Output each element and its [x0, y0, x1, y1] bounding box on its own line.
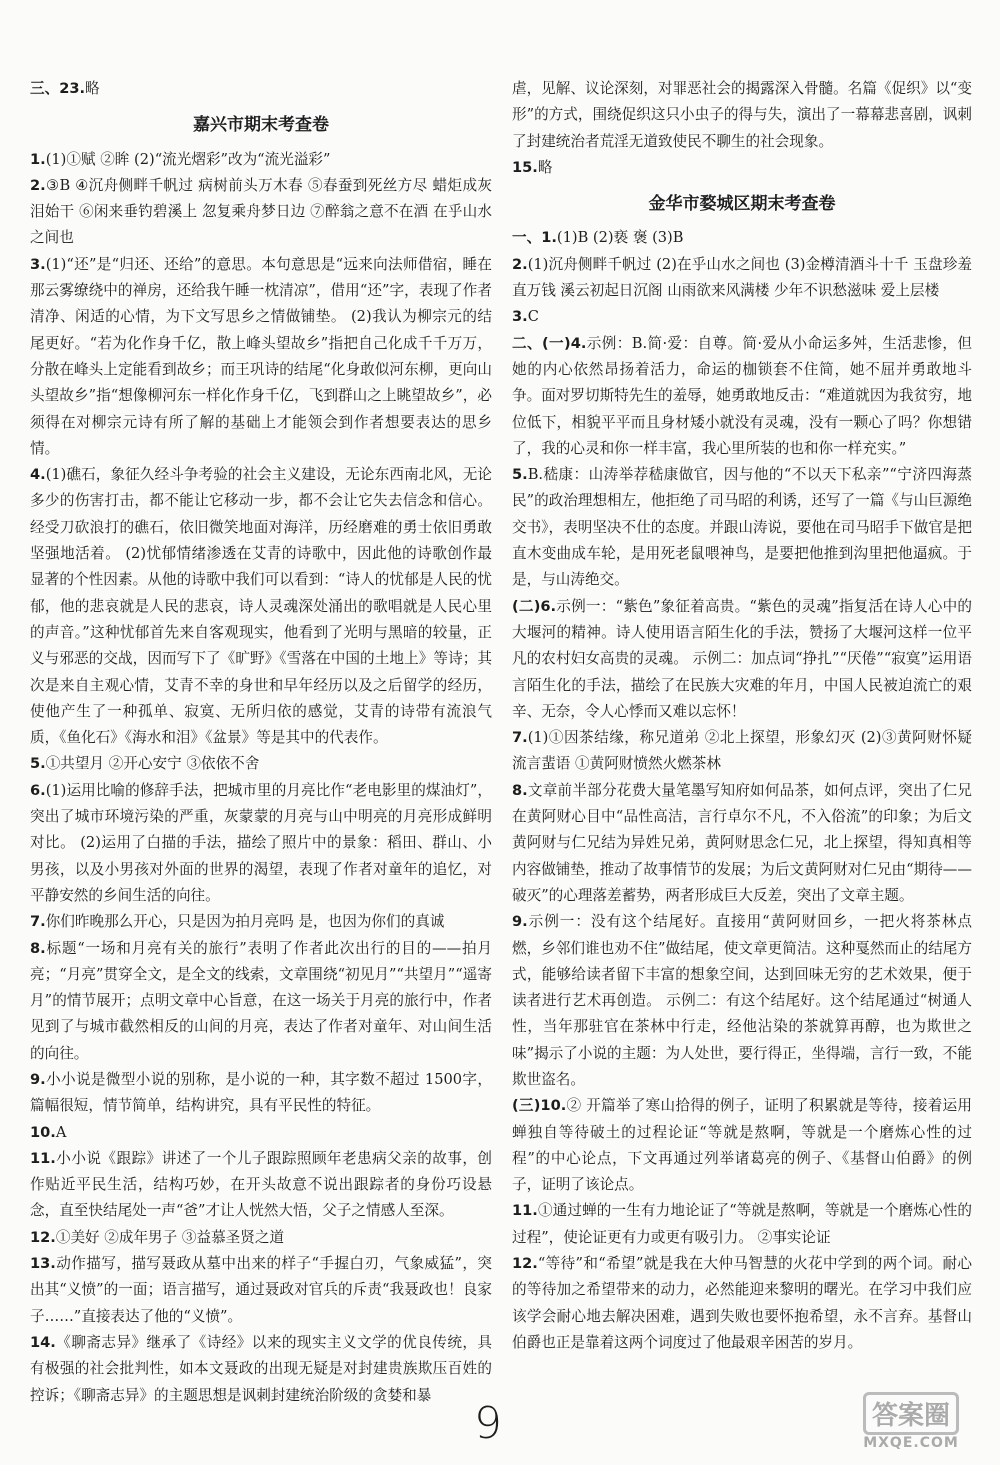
answer-item: [30, 936, 492, 1067]
question-number: 5.: [30, 755, 46, 773]
question-number: 15.: [512, 158, 538, 176]
watermark-logo: [836, 1392, 986, 1451]
answer-text: 小小说是微型小说的别称，是小说的一种，其字数不超过 1500字，篇幅很短，情节简单，结构讲究，具有平民性的特征。: [30, 1070, 492, 1115]
answer-item: [512, 725, 972, 778]
watermark-title: 答案圈: [863, 1392, 959, 1435]
answer-text: 示例一：没有这个结尾好。直接用“黄阿财回乡，一把火将茶林点燃，乡邻们谁也劝不住”做结尾，使文章更简洁。这种戛然而止的结尾方式，能够给读者留下丰富的想象空间，达到回味无穷的艺术效果，便于读者进行艺术再创造。 示例二：有这个结尾好。这个结尾通过“树通人性，当年那驻官在茶林中行走，经他沾染的茶就算再醇，也为欺世之味”揭示了小说的主题：为人处世，要行得正，坐得端，言行一致，不能欺世盗名。: [512, 913, 972, 1088]
question-number: 11.: [30, 1149, 56, 1167]
answer-item: [30, 1120, 492, 1146]
answer-item: [512, 155, 972, 181]
answer-text: ② 开篇举了寒山拾得的例子，证明了积累就是等待，接着运用蝉独自等待破土的过程论证“等就是熬啊，等就是一个磨炼心性的过程”的中心论点，下文再通过列举诸葛亮的例子、《基督山伯爵》的例子，证明了该论点。: [512, 1097, 972, 1194]
answer-item: [30, 1067, 492, 1120]
answer-text: (1)①因茶结缘，称兄道弟 ②北上探望，形象幻灭 (2)③黄阿财怀疑流言蜚语 ①黄阿财愤然火燃茶林: [512, 729, 972, 773]
answer-item: [512, 909, 972, 1093]
question-number: 2.: [30, 176, 46, 194]
answer-item: [30, 462, 492, 751]
question-number: 5.: [512, 466, 528, 484]
answer-text: 小小说《跟踪》讲述了一个儿子跟踪照顾年老患病父亲的故事，创作贴近平民生活，结构巧妙，在开头故意不说出跟踪者的身份巧设悬念，直至快结尾处一声“爸”才让人恍然大悟，父子之情感人至深。: [30, 1149, 492, 1220]
question-number: 3.: [30, 255, 46, 273]
answer-text: 动作描写，描写聂政从墓中出来的样子“手握白刃，气象威猛”，突出其“义愤”的一面；语言描写，通过聂政对官兵的斥责“我聂政也！良家子……”直接表达了他的“义愤”。: [30, 1255, 492, 1325]
answer-text: (1)①赋 ②眸 (2)“流光熠彩”改为“流光溢彩”: [45, 150, 331, 168]
watermark-url: MXQE.COM: [863, 1435, 959, 1451]
answer-item: [30, 778, 492, 909]
answer-item: [30, 252, 492, 462]
answer-text: 略: [537, 158, 553, 176]
question-number: 10.: [30, 1123, 56, 1141]
answer-text: “等待”和“希望”就是我在大仲马智慧的火花中学到的两个词。耐心的等待加之希望带来的动力，必然能迎来黎明的曙光。在学习中我们应该学会耐心地去解决困难，遇到失败也要怀抱希望，永不言弃。基督山伯爵也正是靠着这两个词度过了他最艰辛困苦的岁月。: [512, 1255, 972, 1351]
question-number: 7.: [512, 729, 528, 747]
answer-text: 示例一：“紫色”象征着高贵。“紫色的灵魂”指复活在诗人心中的大堰河的精神。诗人使用语言陌生化的手法，赞扬了大堰河这样一位平凡的农村妇女高贵的灵魂。 示例二：加点词“挣扎”“厌倦”“寂寞”运用语言陌生化的手法，描绘了在民族大灾难的年月，中国人民被迫流亡的艰辛、无奈，令人心悸而又难以忘怀！: [512, 597, 972, 720]
answer-text: (1)沉舟侧畔千帆过 (2)在乎山水之间也 (3)金樽清酒斗十千 玉盘珍羞直万钱 溪云初起日沉阁 山雨欲来风满楼 少年不识愁滋味 爱上层楼: [512, 255, 972, 300]
question-number: 14.: [30, 1333, 56, 1351]
question-number: 9.: [30, 1070, 46, 1088]
answer-item: [512, 1251, 972, 1356]
question-number: 8.: [512, 781, 528, 799]
answer-text: B.嵇康：山涛举荐嵇康做官，因与他的“不以天下私亲”“宁济四海蒸民”的政治理想相左，他拒绝了司马昭的利诱，还写了一篇《与山巨源绝交书》，表明坚决不仕的态度。并跟山涛说，要他在司马昭手下做官是把直木变曲成车轮，是用死老鼠喂神鸟，是要把他推到沟里把他逼疯。于是，与山涛绝交。: [512, 466, 972, 589]
right-column: [512, 76, 972, 1356]
section-title: 金华市婺城区期末考查卷: [648, 194, 836, 215]
question-number: (三)10.: [512, 1097, 567, 1115]
question-number: 3.: [512, 308, 528, 326]
answer-item: [30, 1251, 492, 1330]
answer-item: [30, 147, 492, 173]
question-number: 11.: [512, 1202, 538, 1220]
question-number: 2.: [512, 255, 528, 273]
answer-text: 虐，见解、议论深刻，对罪恶社会的揭露深入骨髓。名篇《促织》以“变形”的方式，围绕促织这只小虫子的得与失，演出了一幕幕悲喜剧，讽刺了封建统治者荒淫无道致使民不聊生的社会现象。: [512, 80, 972, 150]
answer-text: ①通过蝉的一生有力地论证了“等就是熬啊，等就是一个磨炼心性的过程”，使论证更有力或更有吸引力。 ②事实论证: [512, 1202, 972, 1246]
answer-item: [30, 76, 492, 102]
question-number: 三、23.: [30, 80, 86, 97]
answer-item: [512, 462, 972, 593]
answer-item: [512, 594, 972, 725]
left-column: [30, 76, 492, 1409]
question-number: 12.: [512, 1255, 538, 1273]
answer-item: [512, 76, 972, 155]
answer-text: 标题“一场和月亮有关的旅行”表明了作者此次出行的目的——拍月亮；“月亮”贯穿全文，是全文的线索，文章围绕“初见月”“共望月”“遥寄月”的情节展开；点明文章中心旨意，在这一场关于月亮的旅行中，作者见到了与城市截然相反的山间的月亮，表达了作者对童年、对山间生活的向往。: [30, 939, 492, 1062]
question-number: 12.: [30, 1228, 56, 1246]
answer-text: 略: [85, 80, 100, 97]
answer-text: (1)“还”是“归还、还给”的意思。本句意思是“远来向法师借宿，睡在那云雾缭绕中的禅房，还给我午睡一枕清凉”，借用“还”字，表现了作者清净、闲适的心情，为下文写思乡之情做铺垫。 (2)我认为柳宗元的结尾更好。“若为化作身千亿，散上峰头望故乡”指把自己化成千千万万，分散在峰头上定能看到故乡；而王巩诗的结尾“化身敢似河东柳，更向山头望故乡”指“想像柳河东一样化作身千亿，飞到群山之上眺望故乡”，必须得在对柳宗元诗有所了解的基础上才能领会到作者想要表达的思乡情。: [30, 255, 492, 457]
answer-text: 《聊斋志异》继承了《诗经》以来的现实主义文学的优良传统，具有极强的社会批判性，如本文聂政的出现无疑是对封建贵族欺压百姓的控诉；《聊斋志异》的主题思想是讽刺封建统治阶级的贪婪和暴: [30, 1333, 492, 1404]
question-number: 一、1.: [512, 229, 557, 247]
answer-text: ③B ④沉舟侧畔千帆过 病树前头万木春 ⑤春蚕到死丝方尽 蜡炬成灰泪始干 ⑥闲来垂钓碧溪上 忽复乘舟梦日边 ⑦醉翁之意不在酒 在乎山水之间也: [30, 176, 492, 247]
section-title: 嘉兴市期末考查卷: [193, 115, 329, 136]
question-number: 1.: [30, 150, 46, 168]
answer-text: C: [527, 308, 539, 326]
answer-item: [30, 751, 492, 777]
answer-item: [512, 304, 972, 330]
answer-text: (1)运用比喻的修辞手法，把城市里的月亮比作“老电影里的煤油灯”，突出了城市环境污染的严重，灰蒙蒙的月亮与山中明亮的月亮形成鲜明对比。 (2)运用了白描的手法，描绘了照片中的景象：稻田、群山、小男孩，以及小男孩对外面的世界的渴望，表现了作者对童年的追忆，对平静安然的乡间生活的向往。: [30, 781, 492, 904]
answer-item: [512, 1093, 972, 1198]
answer-item: [30, 909, 492, 935]
answer-text: ①共望月 ②开心安宁 ③依依不舍: [45, 755, 260, 773]
answer-item: [30, 173, 492, 252]
answer-text: A: [55, 1123, 67, 1141]
question-number: 4.: [30, 466, 46, 484]
question-number: (二)6.: [512, 597, 557, 615]
answer-item: [30, 1330, 492, 1409]
question-number: 9.: [512, 913, 528, 931]
answer-item: [512, 225, 972, 251]
answer-text: 你们昨晚那么开心，只是因为拍月亮吗 是，也因为你们的真诚: [45, 913, 445, 931]
page-number: 9: [474, 1398, 502, 1449]
answer-text: 文章前半部分花费大量笔墨写知府如何品茶，如何点评，突出了仁兄在黄阿财心目中“品性高洁，言行卓尔不凡，不入俗流”的印象；为后文黄阿财与仁兄结为异姓兄弟，黄阿财思念仁兄，北上探望，得知真相等内容做铺垫，推动了故事情节的发展；为后文黄阿财对仁兄由“期待——破灭”的心理落差蓄势，两者形成巨大反差，突出了文章主题。: [512, 781, 972, 904]
question-number: 13.: [30, 1255, 56, 1273]
answer-text: ①美好 ②成年男子 ③益慕圣贤之道: [55, 1228, 285, 1246]
answer-item: [512, 778, 972, 909]
answer-item: [512, 331, 972, 462]
question-number: 7.: [30, 913, 46, 931]
answer-item: [512, 1198, 972, 1251]
answer-item: [30, 1225, 492, 1251]
answer-item: [30, 1146, 492, 1225]
answer-text: (1)礁石，象征久经斗争考验的社会主义建设，无论东西南北风，无论多少的伤害打击，都不能让它移动一步，都不会让它失去信念和信心。经受刀砍浪打的礁石，依旧微笑地面对海洋，历经磨难的勇士依旧勇敢坚强地活着。 (2)忧郁情绪渗透在艾青的诗歌中，因此他的诗歌创作最显著的个性因素。从他的诗歌中我们可以看到：“诗人的忧郁是人民的忧郁，他的悲哀就是人民的悲哀，诗人灵魂深处涌出的歌唱就是人民心里的声音。”这种忧郁首先来自客观现实，他看到了光明与黑暗的较量，正义与邪恶的交战，因而写下了《旷野》《雪落在中国的土地上》等诗；其次是来自主观心情，艾青不幸的身世和早年经历以及之后留学的经历，使他产生了一种孤单、寂寞、无所归依的感觉，艾青的诗带有流浪气质，《鱼化石》《海水和泪》《盆景》等是其中的代表作。: [30, 466, 492, 747]
question-number: 6.: [30, 781, 46, 799]
answer-item: [512, 252, 972, 305]
answer-text: (1)B (2)亵 褒 (3)B: [556, 229, 684, 247]
answer-text: 示例：B.简·爱：自尊。简·爱从小命运多舛，生活悲惨，但她的内心依然昂扬着活力，命运的枷锁套不住简，她不屈并勇敢地斗争。面对罗切斯特先生的羞辱，她勇敢地反击：“难道就因为我贫穷，地位低下，相貌平平而且身材矮小就没有灵魂，没有一颗心了吗？你想错了，我的心灵和你一样丰富，我心里所装的也和你一样充实。”: [512, 334, 972, 457]
question-number: 二、(一)4.: [512, 334, 587, 352]
question-number: 8.: [30, 939, 46, 957]
